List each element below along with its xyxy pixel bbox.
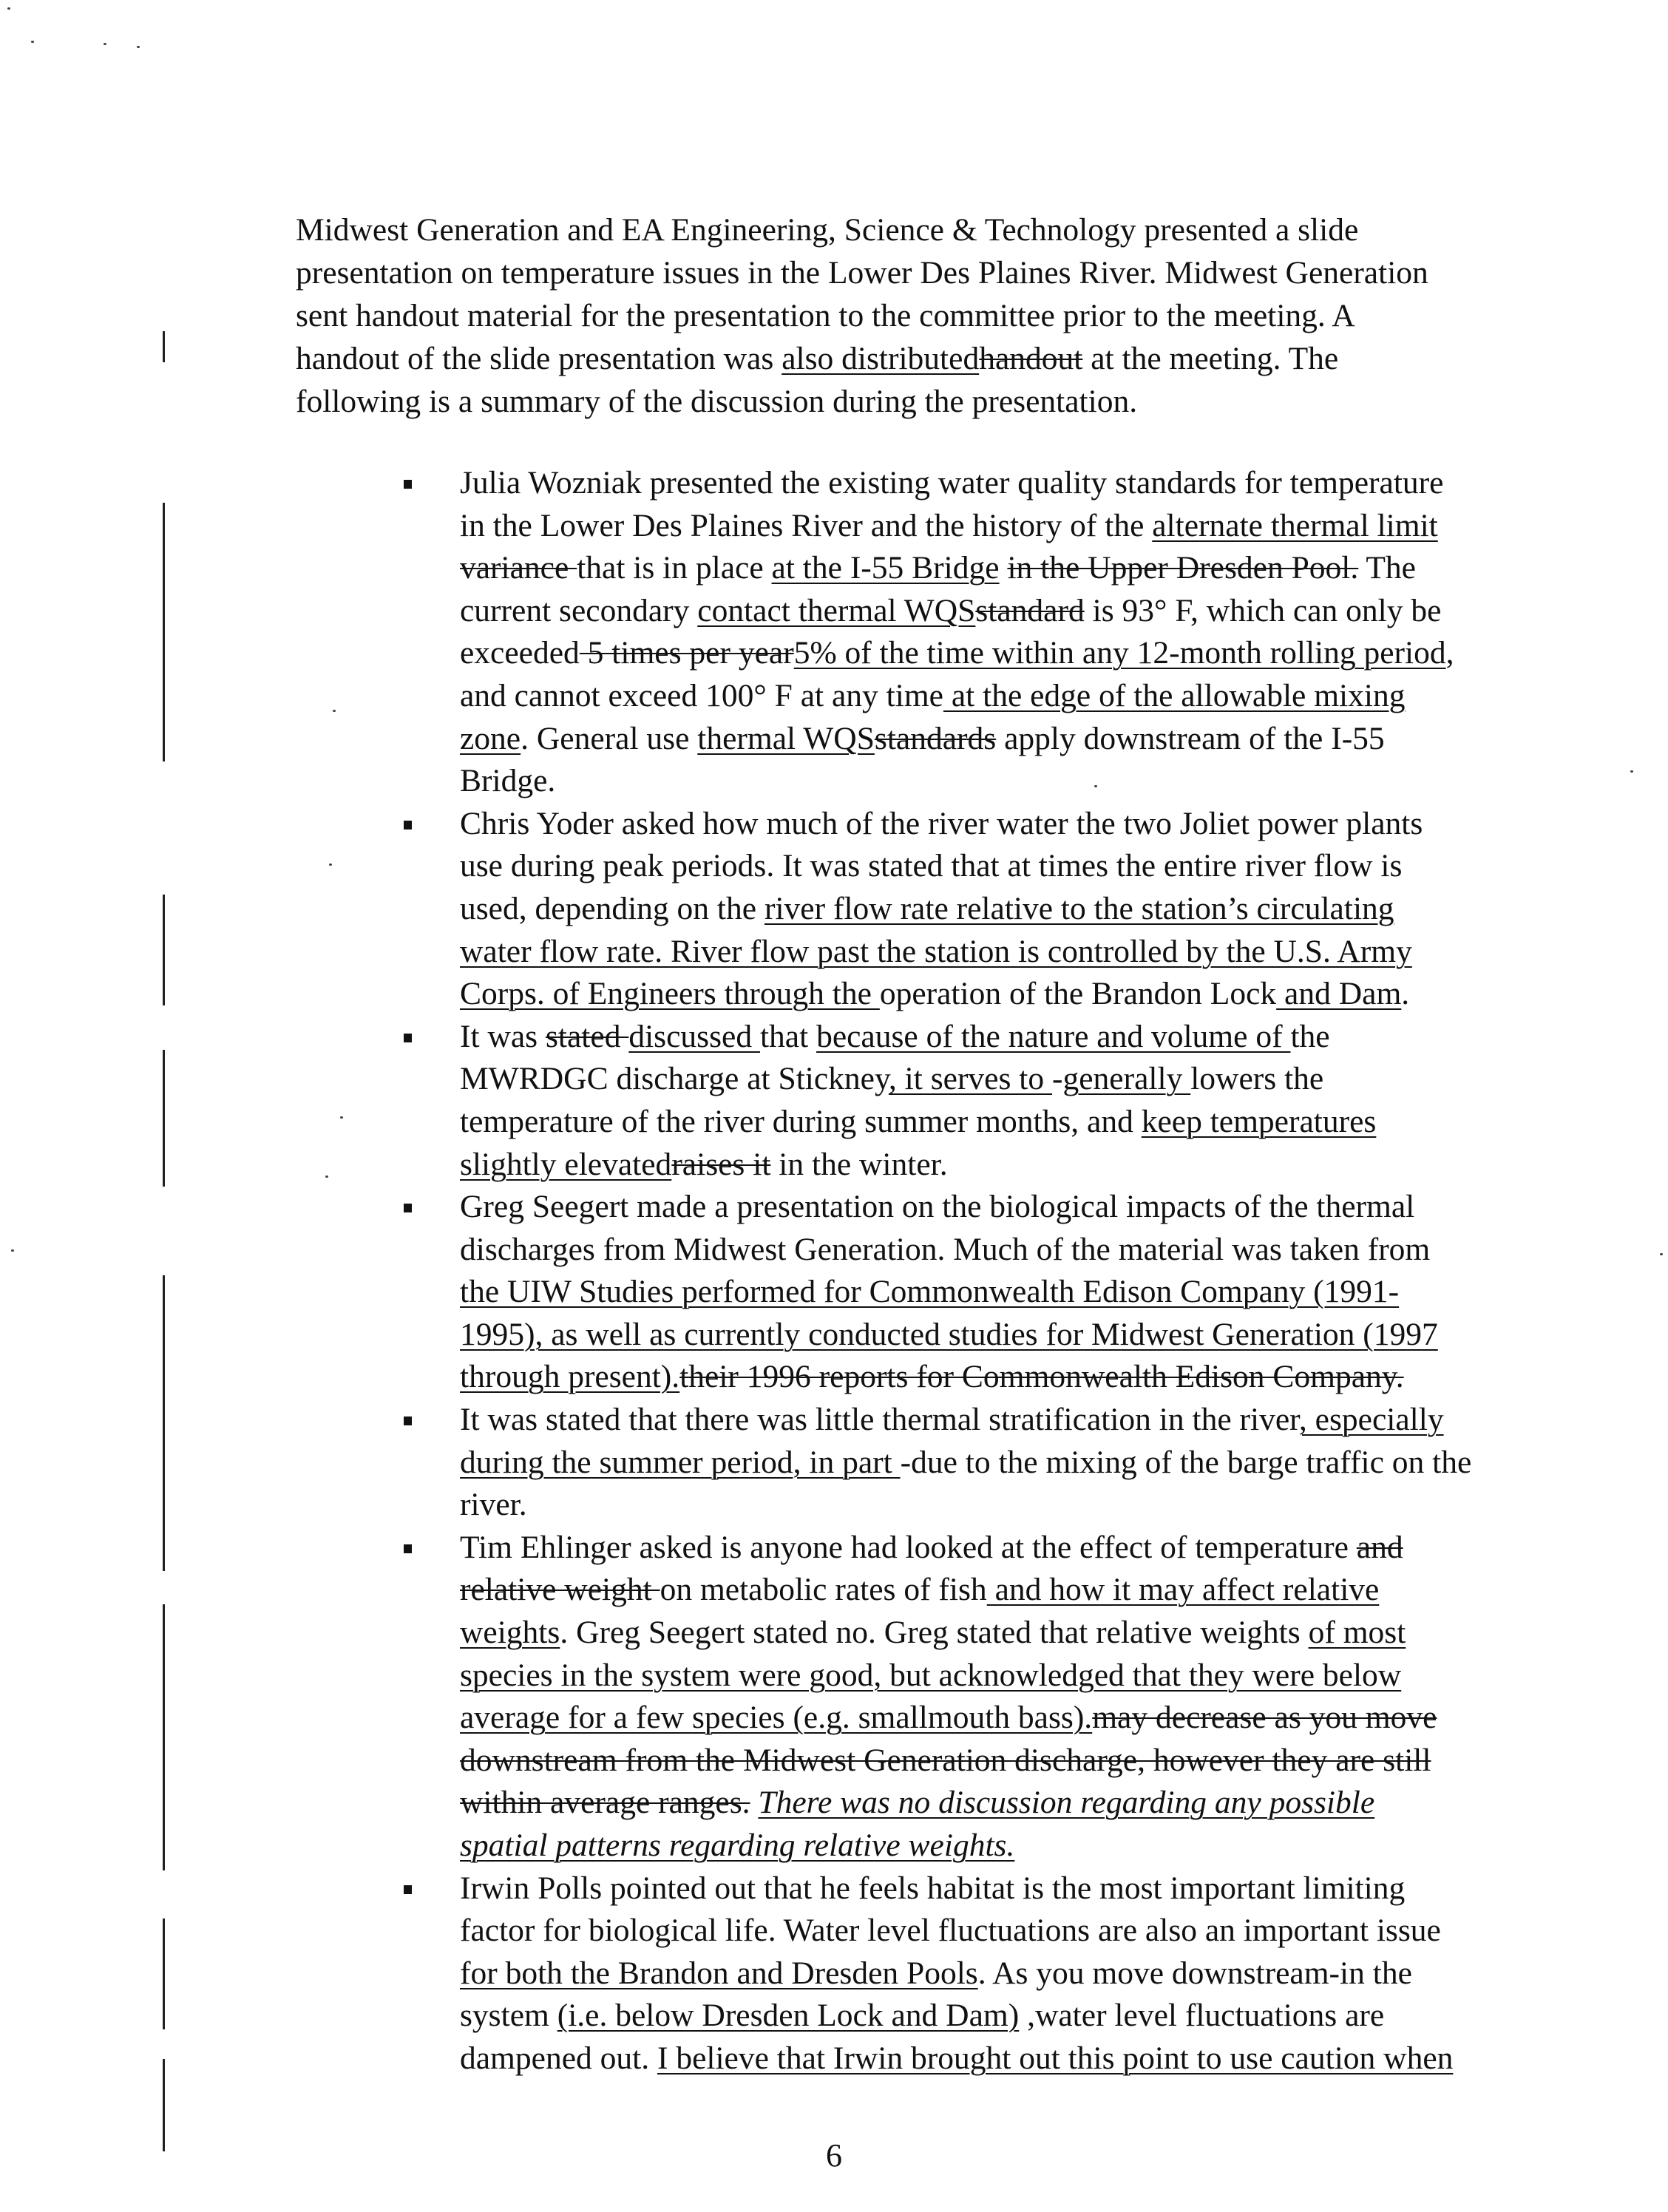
deleted-text: standard: [975, 592, 1085, 628]
text-segment: The: [1358, 550, 1416, 586]
deleted-text: raises it: [671, 1146, 771, 1182]
text-segment: sent handout material for the presentation to the committee prior to the meeting. A: [296, 298, 1355, 333]
bullet-square-icon: [404, 1544, 412, 1553]
bullet-square-icon: [404, 1885, 412, 1894]
text-segment: operation of the Brandon Lock: [879, 976, 1277, 1012]
text-line: [296, 208, 1612, 251]
text-line: [460, 1271, 1612, 1314]
inserted-text: generally: [1062, 1061, 1191, 1097]
bullet-item: [399, 1186, 1612, 1399]
scan-speck: [1094, 785, 1097, 787]
text-segment: presentation on temperature issues in the Lower Des Plaines River. Midwest Generation: [296, 255, 1428, 291]
text-line: [460, 1910, 1612, 1953]
inserted-text: and Dam: [1276, 976, 1402, 1012]
inserted-text: also distributed: [782, 341, 980, 376]
text-segment: apply downstream of the I-55: [996, 720, 1385, 756]
text-segment: -due to the mixing of the barge traffic on the: [900, 1444, 1472, 1480]
inserted-text: and how it may affect relative: [986, 1572, 1380, 1608]
bullet-item: [399, 462, 1612, 803]
text-line: [460, 675, 1612, 718]
scan-speck: [31, 41, 34, 43]
bullet-square-icon: [404, 1034, 412, 1042]
text-line: [460, 760, 1612, 803]
text-line: [460, 632, 1612, 675]
text-segment: [750, 1785, 759, 1820]
revision-bar: [163, 503, 165, 761]
text-segment: It was stated that there was little thermal stratification in the river: [460, 1402, 1299, 1438]
inserted-text: 1995), as well as currently conducted studies for Midwest Generation (1997: [460, 1316, 1438, 1352]
text-segment: the: [1290, 1018, 1330, 1054]
deleted-text: in the Upper Dresden Pool.: [1007, 550, 1359, 586]
deleted-text: stated: [545, 1018, 629, 1054]
text-line: [460, 845, 1612, 888]
text-segment: on metabolic rates of fish: [660, 1572, 987, 1608]
text-line: [460, 1527, 1612, 1570]
bullet-square-icon: [404, 480, 412, 489]
text-segment: dampened out.: [460, 2040, 657, 2076]
text-segment: . As you move downstream-in the: [977, 1955, 1412, 1991]
revision-bar: [163, 1918, 165, 2029]
text-segment: and cannot exceed 100° F at any time: [460, 677, 943, 713]
scan-speck: [333, 710, 336, 712]
text-segment: . General use: [521, 720, 698, 756]
inserted-text: water flow rate. River flow past the station is controlled by the U.S. Army: [460, 933, 1412, 969]
text-segment: MWRDGC discharge at Stickney: [460, 1061, 889, 1097]
text-segment: at the meeting. The: [1082, 341, 1339, 376]
text-segment: that: [759, 1018, 817, 1054]
bullet-square-icon: [404, 1417, 412, 1425]
inserted-text: at the edge of the allowable mixing: [943, 677, 1406, 713]
deleted-text: downstream from the Midwest Generation discharge, however they are still: [460, 1742, 1431, 1778]
deleted-text: 5 times per year: [579, 635, 794, 671]
text-segment: use during peak periods. It was stated that at times the entire river flow is: [460, 848, 1403, 884]
text-segment: in the Lower Des Plaines River and the history of the: [460, 507, 1153, 543]
inserted-text: slightly elevated: [460, 1146, 672, 1182]
text-line: [460, 1867, 1612, 1910]
scan-speck: [1630, 770, 1633, 773]
inserted-text: of most: [1308, 1615, 1406, 1651]
scan-speck: [7, 7, 10, 10]
deleted-text: relative weight: [460, 1572, 660, 1608]
text-segment: lowers the: [1190, 1061, 1324, 1097]
inserted-text: , especially: [1298, 1402, 1444, 1438]
text-segment: temperature of the river during summer months, and: [460, 1103, 1142, 1139]
inserted-text: contact thermal WQS: [697, 592, 976, 628]
inserted-text: discussed: [628, 1018, 760, 1054]
text-line: [460, 1314, 1612, 1357]
text-line: [460, 1356, 1612, 1399]
text-line: [460, 1740, 1612, 1782]
deleted-text: standards: [874, 720, 997, 756]
text-segment: used, depending on the: [460, 890, 764, 926]
text-segment: [1000, 550, 1008, 586]
text-line: [460, 1782, 1612, 1825]
inserted-text: keep temperatures: [1141, 1103, 1377, 1139]
text-segment: ,: [1445, 635, 1454, 671]
text-segment: following is a summary of the discussion during the presentation.: [296, 384, 1138, 419]
text-line: [296, 337, 1612, 380]
inserted-text: during the summer period, in part: [460, 1444, 901, 1480]
text-segment: Midwest Generation and EA Engineering, Science & Technology presented a slide: [296, 212, 1359, 248]
intro-paragraph: [296, 208, 1612, 423]
text-segment: Julia Wozniak presented the existing water quality standards for temperature: [460, 465, 1444, 501]
text-segment: river.: [460, 1487, 527, 1523]
text-segment: discharges from Midwest Generation. Much of the material was taken from: [460, 1231, 1431, 1267]
text-segment: Irwin Polls pointed out that he feels habitat is the most important limiting: [460, 1870, 1406, 1906]
bullet-square-icon: [404, 821, 412, 830]
text-line: [460, 1569, 1612, 1612]
text-line: [460, 505, 1612, 548]
text-segment: Tim Ehlinger asked is anyone had looked at the effect of temperature: [460, 1529, 1357, 1565]
text-line: [460, 1697, 1612, 1740]
inserted-text: zone: [460, 720, 521, 756]
text-line: [460, 1144, 1612, 1187]
bullet-item: [399, 1399, 1612, 1527]
scan-speck: [340, 1116, 343, 1119]
text-line: [460, 590, 1612, 633]
deleted-text: handout: [979, 341, 1083, 376]
text-segment: in the winter.: [770, 1146, 948, 1182]
inserted-text: the UIW Studies performed for Commonwealth Edison Company (1991-: [460, 1274, 1400, 1310]
text-line: [460, 1442, 1612, 1485]
scan-speck: [104, 43, 106, 45]
text-line: [460, 718, 1612, 761]
text-segment: ,water level fluctuations are: [1019, 1998, 1385, 2034]
text-segment: current secondary: [460, 592, 698, 628]
scan-speck: [325, 1175, 328, 1178]
bullet-item: [399, 1016, 1612, 1186]
text-line: [296, 380, 1612, 423]
deleted-text: within average ranges.: [460, 1785, 750, 1821]
text-line: [460, 1484, 1612, 1527]
text-line: [460, 1825, 1612, 1867]
text-line: [460, 803, 1612, 846]
text-line: [460, 2038, 1612, 2080]
revision-bar: [163, 331, 165, 362]
deleted-text: may decrease as you move: [1092, 1700, 1437, 1736]
revision-bar: [163, 1604, 165, 1870]
text-line: [460, 1058, 1612, 1101]
text-line: [460, 462, 1612, 505]
text-line: [296, 294, 1612, 337]
inserted-text: weights: [460, 1615, 560, 1651]
text-line: [460, 973, 1612, 1016]
inserted-text: (i.e. below Dresden Lock and Dam): [557, 1998, 1020, 2034]
scan-speck: [329, 864, 332, 866]
deleted-text: variance: [460, 550, 577, 586]
text-line: [460, 547, 1612, 590]
text-segment: Chris Yoder asked how much of the river water the two Joliet power plants: [460, 805, 1423, 841]
text-segment: Greg Seegert made a presentation on the biological impacts of the thermal: [460, 1189, 1415, 1225]
inserted-text: Corps. of Engineers through the: [460, 976, 880, 1012]
bullet-square-icon: [404, 1204, 412, 1212]
text-line: [460, 1186, 1612, 1229]
inserted-text: through present).: [460, 1359, 680, 1395]
revision-bar: [163, 895, 165, 1005]
inserted-text: for both the Brandon and Dresden Pools: [460, 1955, 978, 1991]
bullet-item: [399, 1867, 1612, 2080]
bullet-list: [399, 462, 1612, 2080]
text-line: [460, 1612, 1612, 1655]
inserted-text: because of the nature and volume of: [816, 1018, 1291, 1054]
inserted-text: average for a few species (e.g. smallmouth bass).: [460, 1700, 1093, 1736]
scan-speck: [1660, 1253, 1663, 1255]
text-segment: -: [1052, 1061, 1063, 1097]
inserted-text: I believe that Irwin brought out this point to use caution when: [657, 2040, 1454, 2076]
text-line: [460, 1229, 1612, 1272]
text-line: [460, 1953, 1612, 1995]
bullet-item: [399, 803, 1612, 1016]
text-segment: system: [460, 1998, 557, 2034]
text-line: [460, 1995, 1612, 2038]
scan-speck: [137, 46, 140, 48]
text-line: [460, 1399, 1612, 1442]
text-line: [460, 931, 1612, 974]
text-line: [460, 1016, 1612, 1059]
inserted-text: alternate thermal limit: [1152, 507, 1438, 543]
revision-bar: [163, 1050, 165, 1187]
text-segment: is 93° F, which can only be: [1084, 592, 1442, 628]
text-segment: exceeded: [460, 635, 580, 671]
inserted-text: , it serves to: [888, 1061, 1052, 1097]
inserted-italic-text: spatial patterns regarding relative weights.: [460, 1828, 1015, 1863]
inserted-italic-text: There was no discussion regarding any possible: [758, 1785, 1375, 1821]
text-line: [460, 1655, 1612, 1697]
bullet-item: [399, 1527, 1612, 1867]
scan-speck: [11, 1249, 14, 1252]
inserted-text: at the I-55 Bridge: [771, 550, 1000, 586]
text-line: [460, 888, 1612, 931]
text-segment: factor for biological life. Water level fluctuations are also an important issue: [460, 1913, 1441, 1949]
text-segment: . Greg Seegert stated no. Greg stated that relative weights: [560, 1615, 1309, 1651]
text-segment: handout of the slide presentation was: [296, 341, 782, 376]
text-segment: Bridge.: [460, 763, 556, 799]
text-line: [296, 251, 1612, 294]
inserted-text: river flow rate relative to the station’s circulating: [764, 890, 1394, 926]
revision-bar: [163, 1275, 165, 1571]
inserted-text: 5% of the time within any 12-month rolling period: [793, 635, 1446, 671]
inserted-text: species in the system were good, but acknowledged that they were below: [460, 1657, 1402, 1693]
text-segment: .: [1401, 976, 1410, 1012]
inserted-text: thermal WQS: [697, 720, 875, 756]
text-segment: It was: [460, 1018, 546, 1054]
deleted-text: their 1996 reports for Commonwealth Edison Company.: [679, 1359, 1404, 1395]
page-number: 6: [826, 2137, 842, 2174]
deleted-text: and: [1356, 1529, 1403, 1565]
text-segment: that is in place: [577, 550, 772, 586]
text-line: [460, 1101, 1612, 1144]
